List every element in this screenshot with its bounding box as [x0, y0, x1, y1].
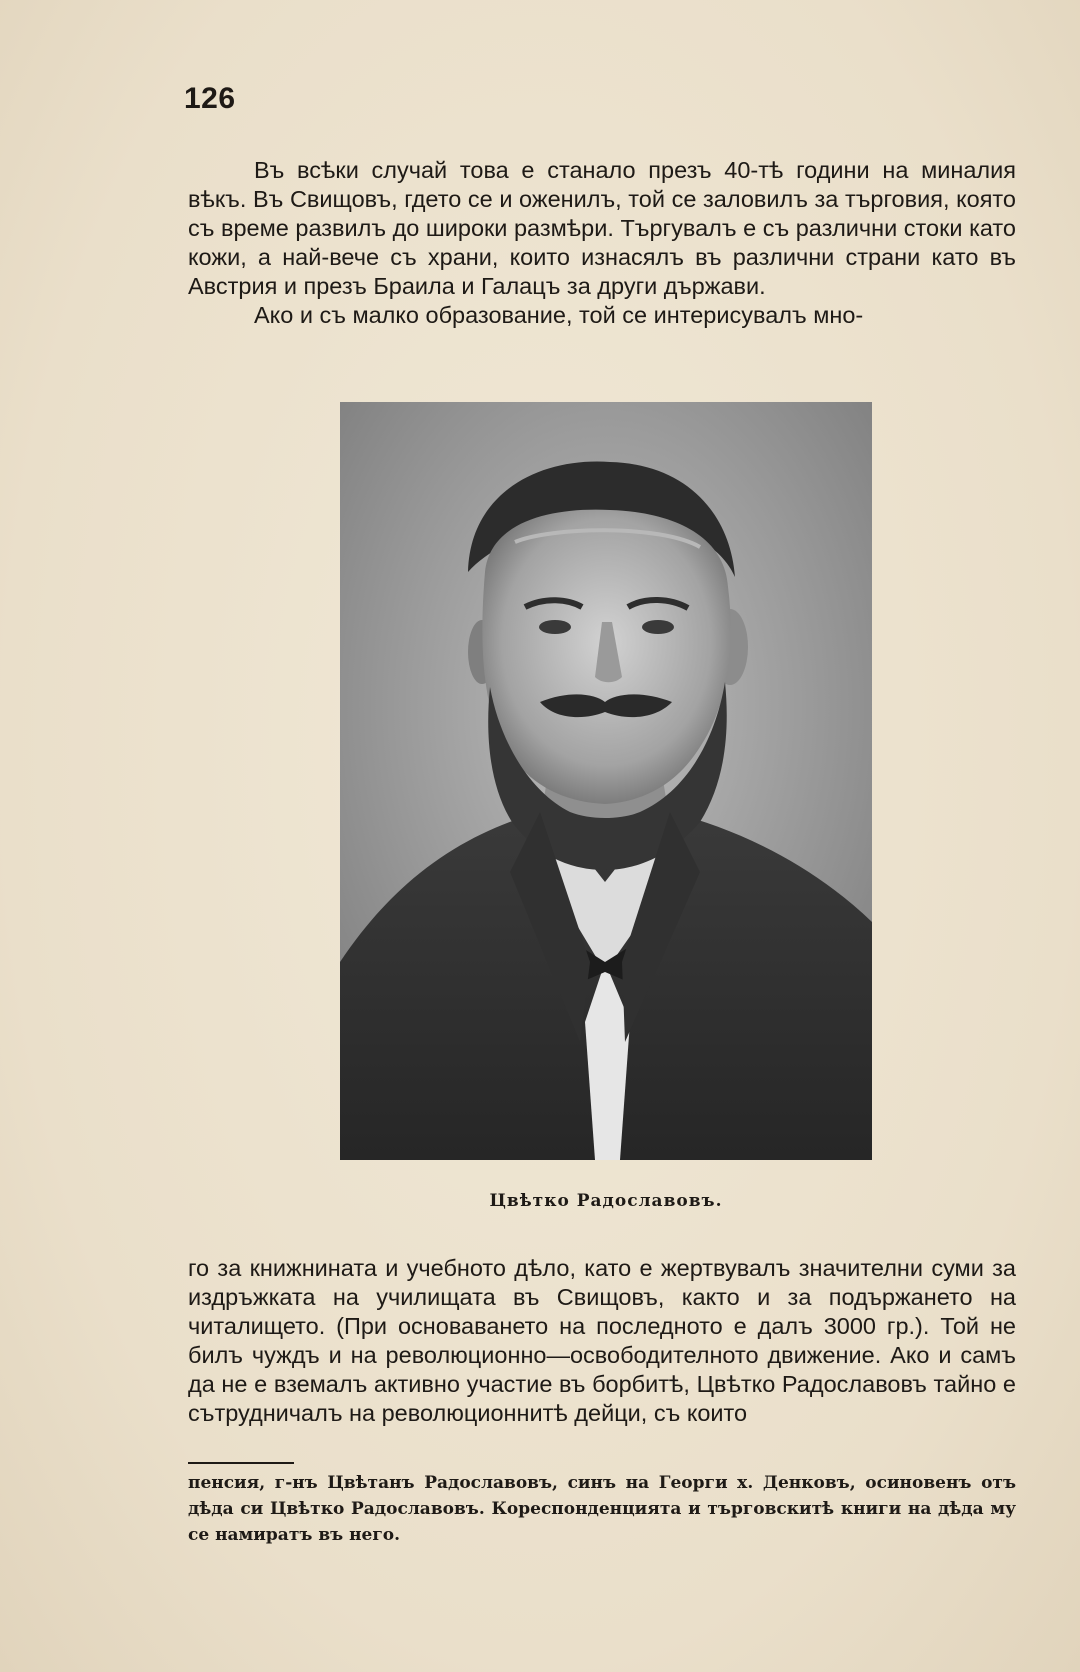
- portrait-photo: [340, 402, 872, 1160]
- paragraph: Ако и съ малко образование, той се интерисувалъ мно-: [254, 302, 864, 328]
- footnote-text: пенсия, г-нъ Цвѣтанъ Радославовъ, синъ на Георги х. Денковъ, осиновенъ отъ дѣда си Цвѣтко Радославовъ. Кореспонденцията и търговскитѣ книги на дѣда му се намиратъ въ него.: [188, 1473, 1016, 1545]
- footnote: [188, 1470, 1016, 1548]
- footnote-divider: [188, 1462, 294, 1464]
- paragraph: го за книжнината и учебното дѣло, като е жертвувалъ значителни суми за издръжката на училищата въ Свищовъ, както и за подържането на читалището. (При основаването на последното е далъ 3000 гр.). Той не билъ чуждъ и на революционно—освободителното движение. Ако и самъ да не е вземалъ активно участие въ борбитѣ, Цвѣтко Радославовъ тайно е сътрудничалъ на революционнитѣ дейци, съ които: [188, 1255, 1016, 1426]
- body-text-top: [188, 156, 1016, 330]
- paragraph: Въ всѣки случай това е станало презъ 40-тѣ години на миналия вѣкъ. Въ Свищовъ, гдето се и оженилъ, той се заловилъ за търговия, която съ време развилъ до широки размѣри. Търгувалъ е съ различни стоки като кожи, а най-вече съ храни, които изнасялъ въ различни страни като въ Австрия и презъ Браила и Галацъ за други държави.: [188, 157, 1016, 299]
- body-text-bottom: [188, 1254, 1016, 1428]
- figure-caption: Цвѣтко Радославовъ.: [489, 1191, 723, 1211]
- page-number: 126: [184, 82, 236, 115]
